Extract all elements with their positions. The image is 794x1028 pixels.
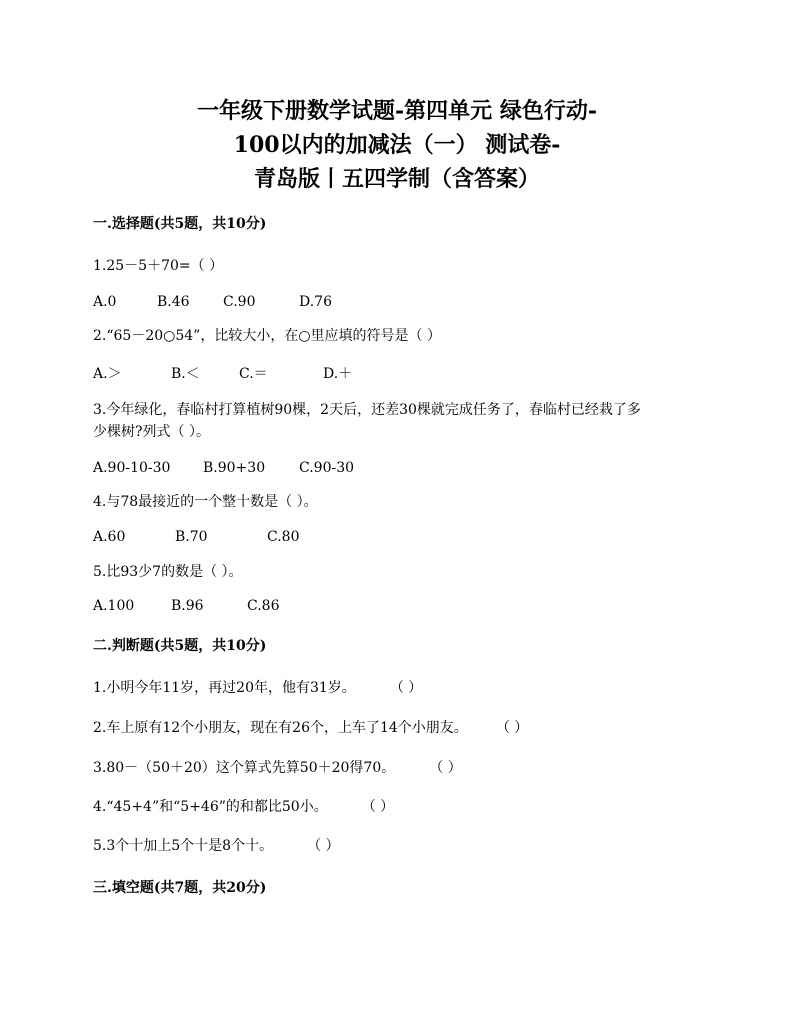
judge-item-text: 4.“45+4”和“5+46”的和都比50小。 bbox=[93, 799, 328, 815]
choice-question-1: 1.25－5＋70=（ ） bbox=[93, 258, 224, 274]
judge-item-2 bbox=[93, 718, 528, 738]
title-line-2: 100以内的加减法（一） 测试卷- bbox=[233, 132, 561, 158]
title-line-3: 青岛版丨五四学制（含答案） bbox=[253, 166, 540, 192]
option-b: B.96 bbox=[171, 598, 204, 614]
option-c: C.86 bbox=[247, 598, 280, 614]
judge-item-text: 5.3个十加上5个十是8个十。 bbox=[93, 838, 274, 854]
option-d: D.＋ bbox=[323, 366, 353, 382]
section-heading-fill: 三.填空题(共7题，共20分) bbox=[93, 880, 267, 896]
choice-options-4 bbox=[93, 527, 299, 547]
choice-options-1 bbox=[93, 292, 332, 312]
choice-question-5: 5.比93少7的数是（ ）。 bbox=[93, 564, 243, 580]
option-b: B.70 bbox=[175, 529, 208, 545]
choice-question-2: 2.“65－20○54”，比较大小，在○里应填的符号是（ ） bbox=[93, 328, 441, 344]
title-line-1: 一年级下册数学试题-第四单元 绿色行动- bbox=[197, 98, 597, 124]
option-c: C.90-30 bbox=[299, 460, 355, 476]
section-heading-choice: 一.选择题(共5题，共10分) bbox=[93, 216, 267, 232]
option-a: A.60 bbox=[93, 529, 126, 545]
judge-item-4 bbox=[93, 797, 394, 817]
option-a: A.90-10-30 bbox=[93, 460, 171, 476]
judge-item-text: 2.车上原有12个小朋友，现在有26个，上车了14个小朋友。 bbox=[93, 720, 468, 736]
choice-options-5 bbox=[93, 596, 279, 616]
judge-item-text: 3.80－（50＋20）这个算式先算50＋20得70。 bbox=[93, 760, 396, 776]
choice-options-2 bbox=[93, 364, 352, 384]
option-d: D.76 bbox=[299, 294, 332, 310]
answer-blank[interactable]: （ ） bbox=[495, 720, 529, 736]
option-a: A.＞ bbox=[93, 366, 122, 382]
answer-blank[interactable]: （ ） bbox=[361, 799, 395, 815]
choice-question-4: 4.与78最接近的一个整十数是（ ）。 bbox=[93, 494, 318, 510]
answer-blank[interactable]: （ ） bbox=[389, 680, 423, 696]
option-c: C.90 bbox=[223, 294, 256, 310]
option-b: B.＜ bbox=[171, 366, 200, 382]
judge-item-3 bbox=[93, 758, 462, 778]
choice-question-3-line-2: 少棵树?列式（ ）。 bbox=[93, 424, 210, 440]
option-a: A.100 bbox=[93, 598, 135, 614]
judge-item-text: 1.小明今年11岁，再过20年，他有31岁。 bbox=[93, 680, 356, 696]
answer-blank[interactable]: （ ） bbox=[429, 760, 462, 776]
option-a: A.0 bbox=[93, 294, 117, 310]
option-c: C.＝ bbox=[239, 366, 268, 382]
option-b: B.90+30 bbox=[203, 460, 266, 476]
option-c: C.80 bbox=[267, 529, 300, 545]
option-b: B.46 bbox=[157, 294, 190, 310]
answer-blank[interactable]: （ ） bbox=[307, 838, 340, 854]
judge-item-5 bbox=[93, 836, 340, 856]
choice-options-3 bbox=[93, 458, 354, 478]
choice-question-3-line-1: 3.今年绿化，春临村打算植树90棵，2天后，还差30棵就完成任务了，春临村已经栽了多 bbox=[93, 402, 641, 418]
judge-item-1 bbox=[93, 678, 422, 698]
section-heading-judge: 二.判断题(共5题，共10分) bbox=[93, 638, 267, 654]
